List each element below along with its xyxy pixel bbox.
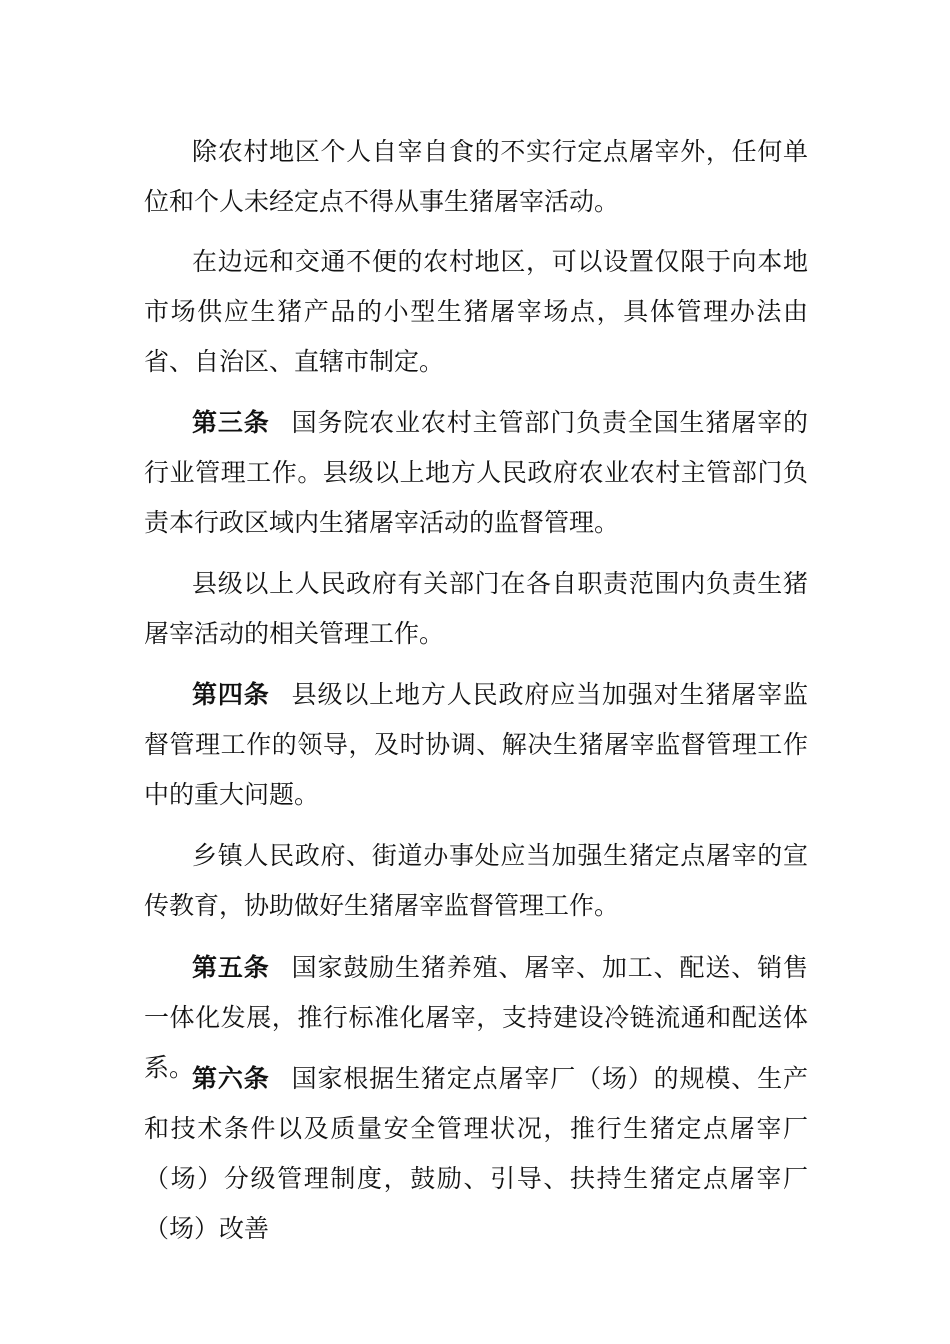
paragraph-6 bbox=[144, 831, 808, 931]
article-3-number: 第三条 bbox=[192, 408, 270, 437]
paragraph-6-text: 乡镇人民政府、街道办事处应当加强生猪定点屠宰的宣传教育，协助做好生猪屠宰监督管理工作。 bbox=[144, 841, 808, 920]
article-6-paragraph bbox=[144, 1054, 808, 1254]
paragraph-4 bbox=[144, 559, 808, 659]
article-4-paragraph bbox=[144, 670, 808, 820]
paragraph-1-text: 除农村地区个人自宰自食的不实行定点屠宰外，任何单位和个人未经定点不得从事生猪屠宰活动。 bbox=[144, 137, 808, 216]
article-5-text: 国家鼓励生猪养殖、屠宰、加工、配送、销售一体化发展，推行标准化屠宰，支持建设冷链流通和配送体系。 bbox=[144, 953, 808, 1082]
paragraph-2 bbox=[144, 237, 808, 387]
article-3-paragraph bbox=[144, 398, 808, 548]
article-6-text: 国家根据生猪定点屠宰厂（场）的规模、生产和技术条件以及质量安全管理状况，推行生猪定点屠宰厂（场）分级管理制度，鼓励、引导、扶持生猪定点屠宰厂（场）改善 bbox=[144, 1064, 808, 1243]
article-6-number: 第六条 bbox=[192, 1064, 270, 1093]
article-4-number: 第四条 bbox=[192, 680, 270, 709]
paragraph-1 bbox=[144, 127, 808, 227]
paragraph-4-text: 县级以上人民政府有关部门在各自职责范围内负责生猪屠宰活动的相关管理工作。 bbox=[144, 569, 808, 648]
paragraph-2-text: 在边远和交通不便的农村地区，可以设置仅限于向本地市场供应生猪产品的小型生猪屠宰场点，具体管理办法由省、自治区、直辖市制定。 bbox=[144, 247, 808, 376]
article-3-text: 国务院农业农村主管部门负责全国生猪屠宰的行业管理工作。县级以上地方人民政府农业农村主管部门负责本行政区域内生猪屠宰活动的监督管理。 bbox=[144, 408, 808, 537]
article-5-number: 第五条 bbox=[192, 953, 270, 982]
article-4-text: 县级以上地方人民政府应当加强对生猪屠宰监督管理工作的领导，及时协调、解决生猪屠宰监督管理工作中的重大问题。 bbox=[144, 680, 808, 809]
